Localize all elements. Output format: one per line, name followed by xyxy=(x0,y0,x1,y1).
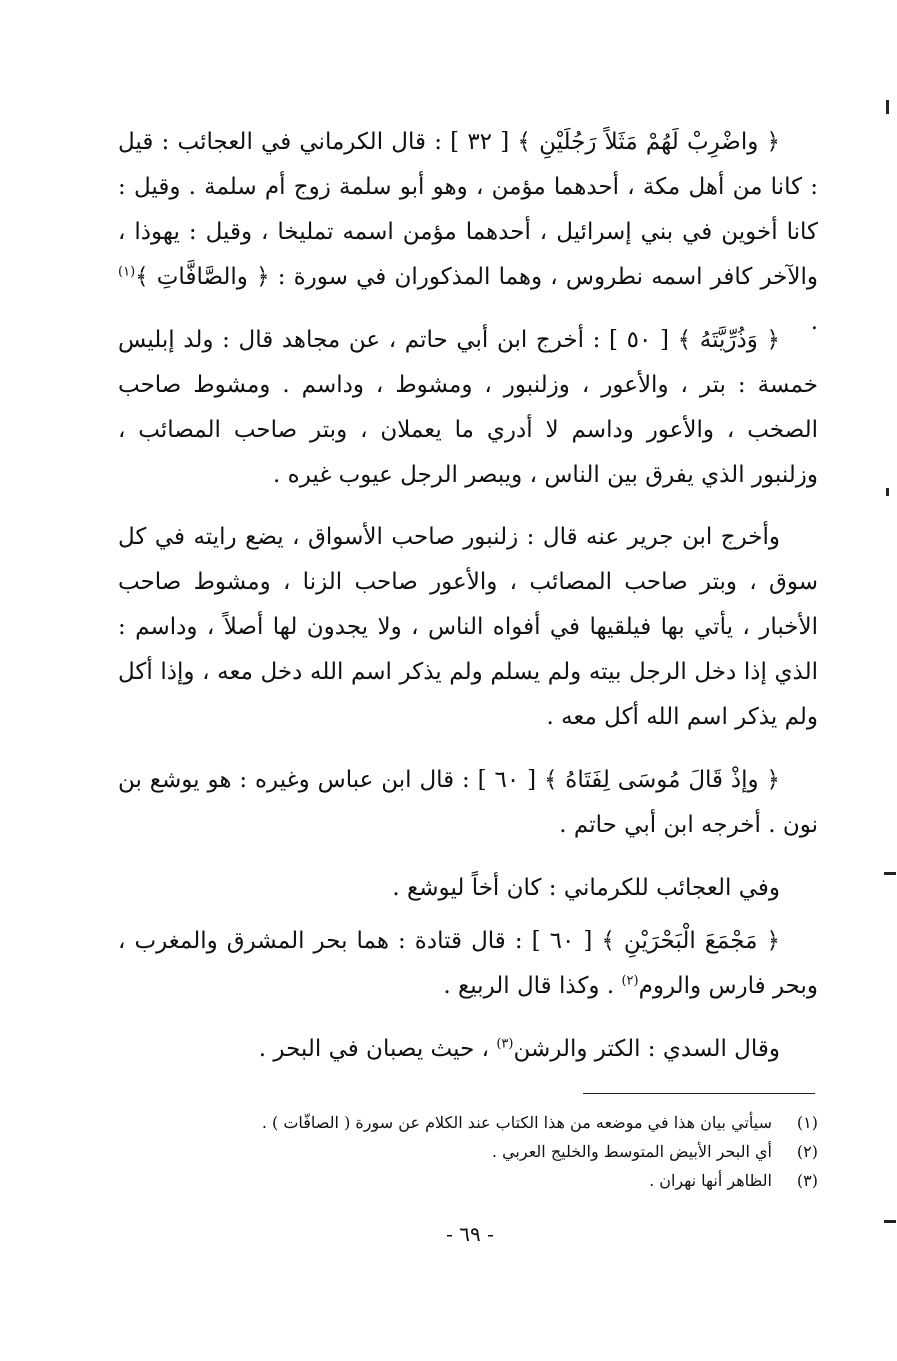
footnote-3 xyxy=(150,1166,818,1195)
paragraph-4 xyxy=(118,758,818,848)
paragraph-2-text: ﴿ وَذُرِّيَّتَهُ ﴾ [ ٥٠ ] : أخرج ابن أبي حاتم ، عن مجاهد قال : ولد إبليس خمسة : بتر ، والأعور ، وزلنبور ، ومشوط ، وداسم . ومشوط صاحب الصخب ، والأعور وداسم لا أدري ما يعملان ، وبتر صاحب المصائب ، وزلنبور الذي يفرق بين الناس ، ويبصر الرجل عيوب غيره . xyxy=(118,327,818,488)
footnote-3-number: (٣) xyxy=(796,1171,818,1190)
paragraph-2 xyxy=(118,318,818,498)
paragraph-3-text: وأخرج ابن جرير عنه قال : زلنبور صاحب الأسواق ، يضع رايته في كل سوق ، وبتر صاحب المصائب ، والأعور صاحب الزنا ، ومشوط صاحب الأخبار ، يأتي بها فيلقيها في أفواه الناس ، ولا يجدون لها أصلاً ، وداسم : الذي إذا دخل الرجل بيته ولم يسلم ولم يذكر اسم الله دخل معه ، وإذا أكل ولم يذكر اسم الله أكل معه . xyxy=(118,524,818,730)
footnote-1 xyxy=(150,1108,818,1137)
footnote-3-text: الظاهر أنها نهران . xyxy=(649,1171,772,1190)
paragraph-6 xyxy=(118,919,818,1009)
paragraph-7-text: وقال السدي : الكتر والرشن xyxy=(513,1036,780,1062)
paragraph-6-text: ﴿ مَجْمَعَ الْبَحْرَيْنِ ﴾ [ ٦٠ ] : قال قتادة : هما بحر المشرق والمغرب ، وبحر فارس والروم xyxy=(118,928,818,999)
paragraph-7 xyxy=(118,1027,818,1072)
paragraph-7-tail: ، حيث يصبان في البحر . xyxy=(258,1036,497,1062)
footnote-2-text: أي البحر الأبيض المتوسط والخليج العربي . xyxy=(491,1142,772,1161)
paragraph-5-text: وفي العجائب للكرماني : كان أخاً ليوشع . xyxy=(392,875,780,901)
margin-mark-lower xyxy=(884,1220,896,1223)
page-number: - ٦٩ - xyxy=(446,1222,494,1246)
margin-mark-middle xyxy=(884,872,896,875)
footnote-1-number: (١) xyxy=(796,1113,818,1132)
footnote-ref-2[interactable]: (٢) xyxy=(621,973,639,989)
margin-mark-upper xyxy=(886,488,889,496)
paragraph-1-tail: . xyxy=(810,309,818,335)
paragraph-3 xyxy=(118,515,818,740)
footnote-2-number: (٢) xyxy=(796,1142,818,1161)
margin-mark-top xyxy=(886,100,889,114)
footnote-2 xyxy=(150,1137,818,1166)
footnotes-section xyxy=(150,1108,818,1195)
paragraph-1-text: ﴿ واضْرِبْ لَهُمْ مَثَلاً رَجُلَيْنِ ﴾ [ ٣٢ ] : قال الكرماني في العجائب : قيل : كانا من أهل مكة ، أحدهما مؤمن ، وهو أبو سلمة زوج أم سلمة . وقيل : كانا أخوين في بني إسرائيل ، أحدهما مؤمن اسمه تمليخا ، وقيل : يهوذا ، والآخر كافر اسمه نطروس ، وهما المذكوران في سورة : ﴿ والصَّافَّاتِ ﴾ xyxy=(118,129,818,290)
paragraph-1 xyxy=(118,120,818,345)
footnote-divider xyxy=(583,1093,815,1094)
footnote-ref-1[interactable]: (١) xyxy=(118,264,136,280)
paragraph-5 xyxy=(118,866,818,911)
paragraph-6-tail: . وكذا قال الربيع . xyxy=(443,973,622,999)
footnote-1-text: سيأتي بيان هذا في موضعه من هذا الكتاب عند الكلام عن سورة ( الصافّات ) . xyxy=(261,1113,772,1132)
footnote-ref-3[interactable]: (٣) xyxy=(496,1036,514,1052)
paragraph-4-text: ﴿ وإذْ قَالَ مُوسَى لِفَتَاهُ ﴾ [ ٦٠ ] : قال ابن عباس وغيره : هو يوشع بن نون . أخرجه ابن أبي حاتم . xyxy=(118,767,818,838)
